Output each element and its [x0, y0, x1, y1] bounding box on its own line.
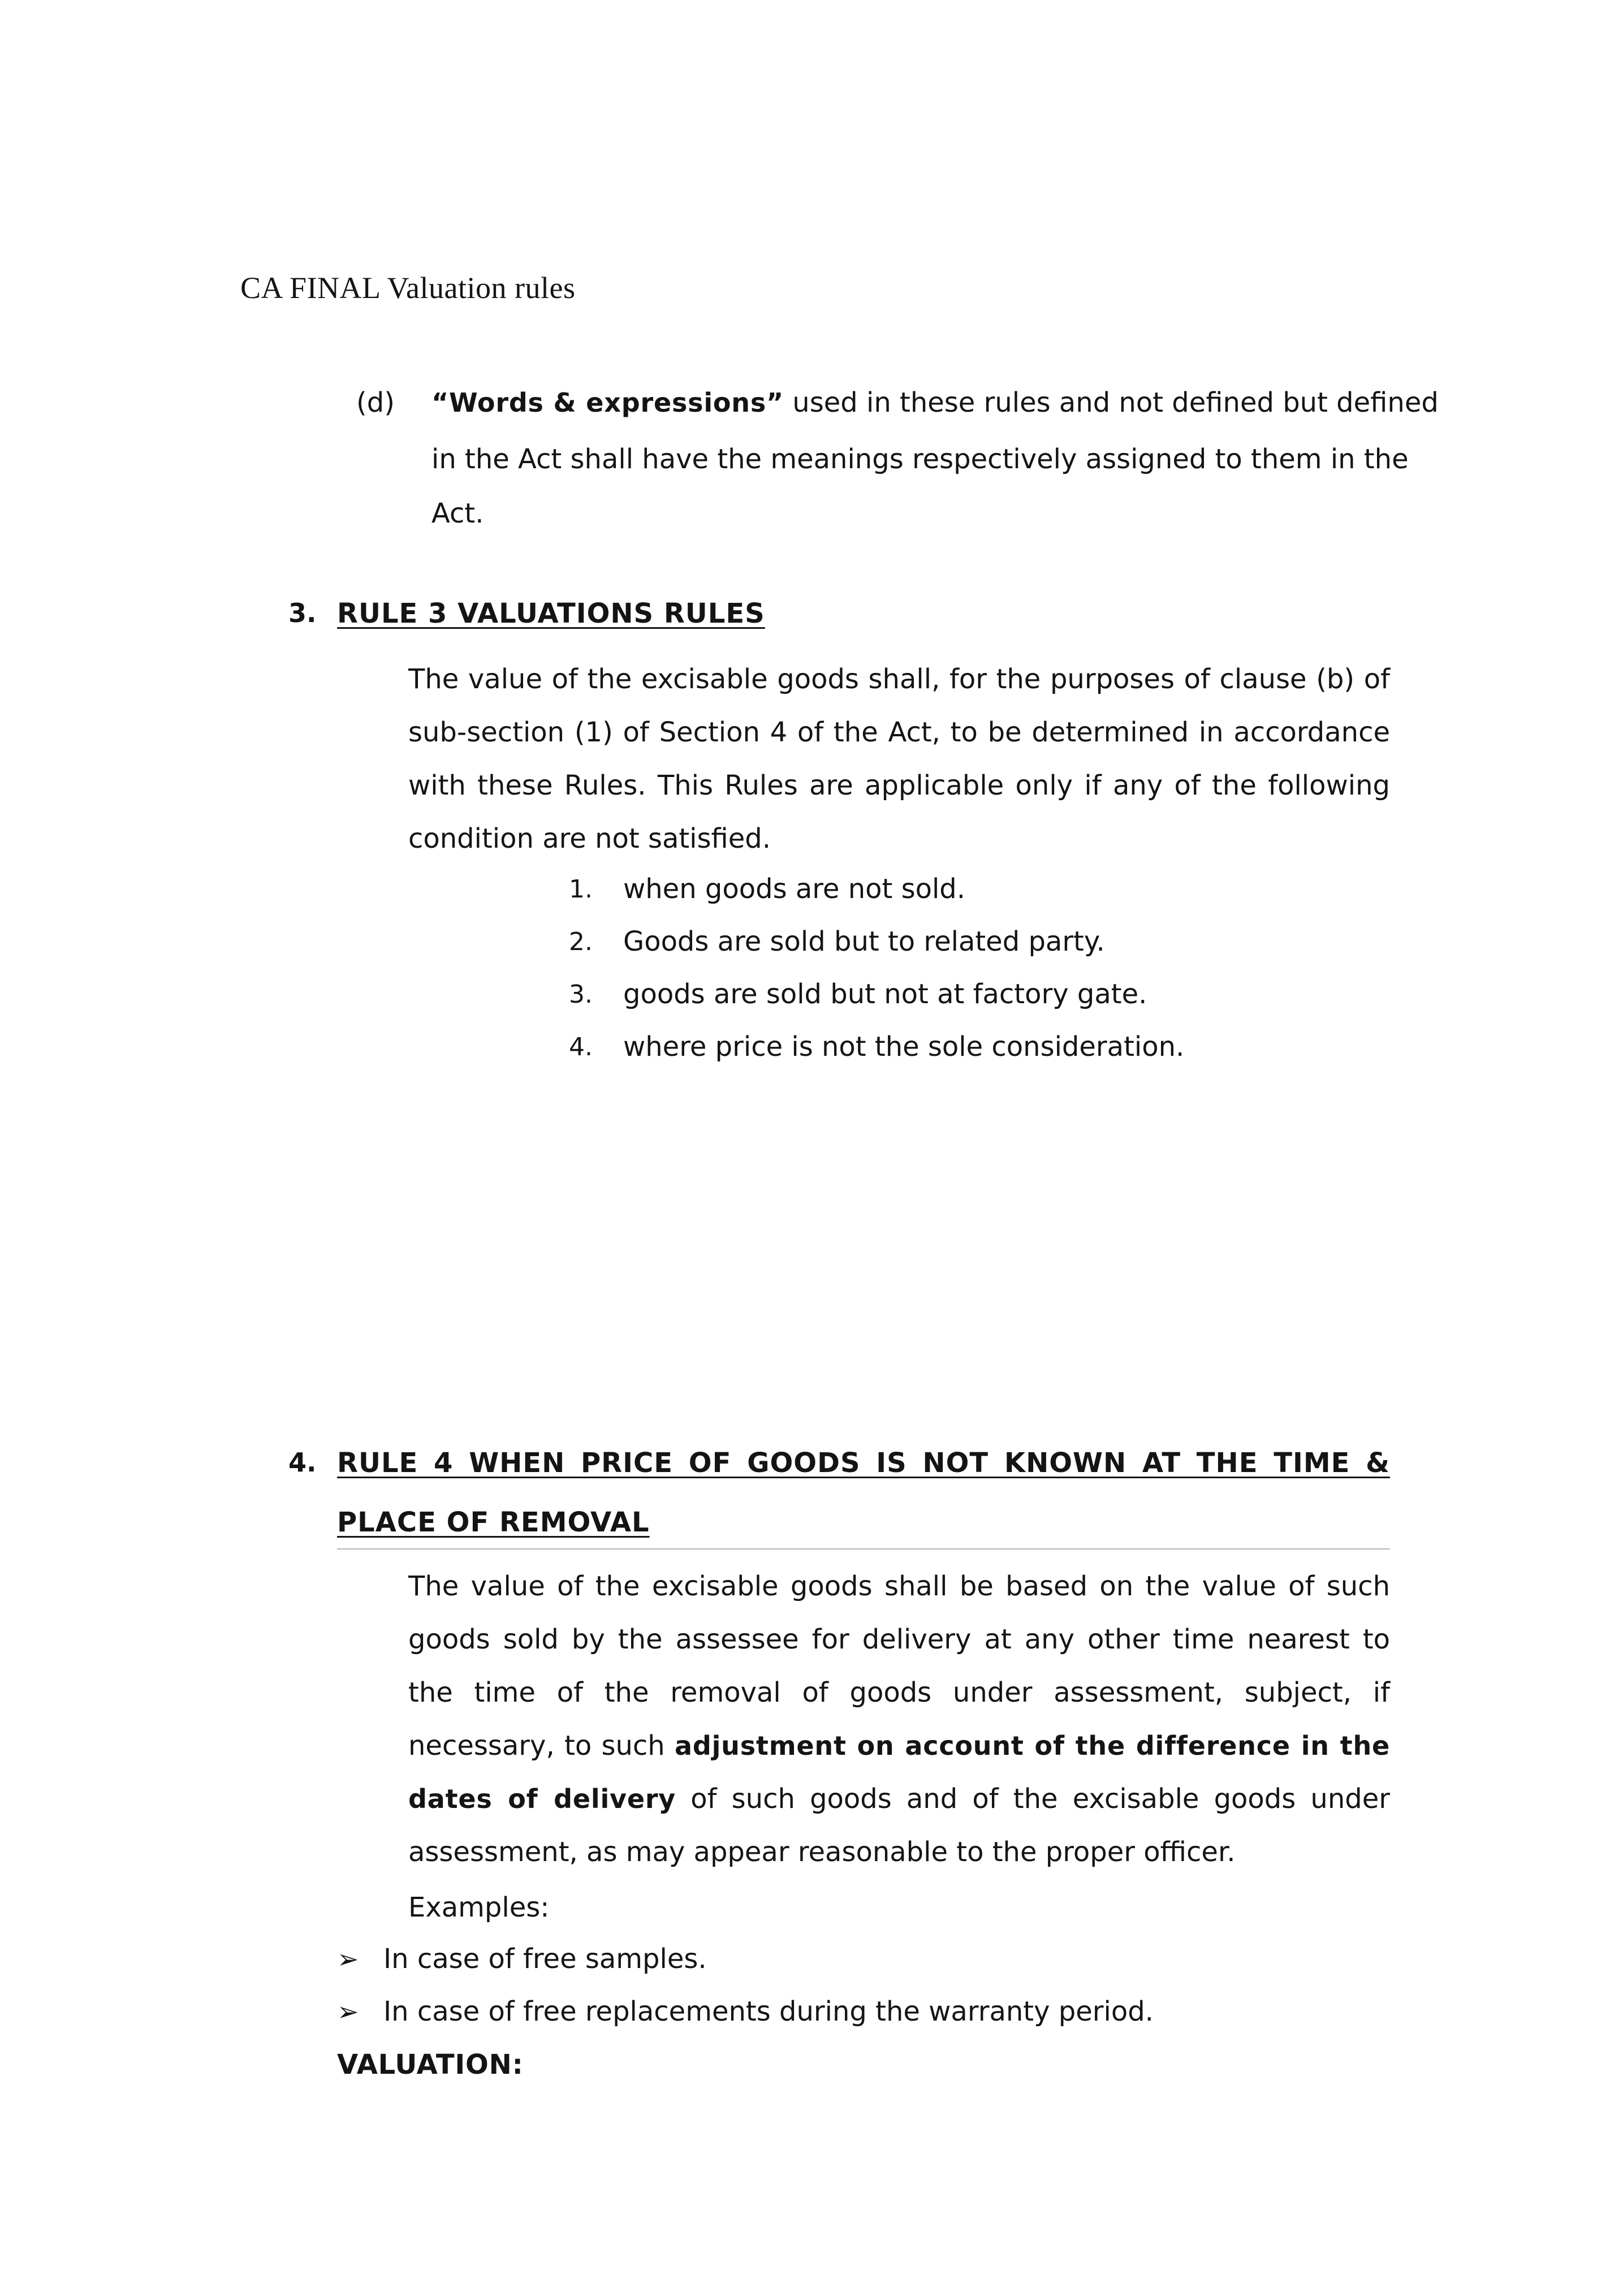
- list-text: when goods are not sold.: [623, 873, 966, 905]
- list-number: 3.: [569, 980, 593, 1009]
- clause-d-line1-rest: used in these rules and not defined but defined: [784, 387, 1439, 418]
- list-item: [569, 1021, 1417, 1073]
- section-4-para-bold: adjustment on account of the difference in the dates of delivery: [408, 1730, 1390, 1814]
- list-number: 2.: [569, 927, 593, 956]
- arrow-bullet-icon: ➢: [337, 1996, 359, 2027]
- list-number: 1.: [569, 875, 593, 904]
- section-4-title-line2: PLACE OF REMOVAL: [337, 1507, 650, 1538]
- valuation-heading: VALUATION:: [337, 2049, 524, 2081]
- conditions-list: [569, 863, 1417, 1073]
- list-text: goods are sold but not at factory gate.: [623, 978, 1147, 1010]
- list-item: [569, 916, 1417, 968]
- section-4-para-part1: The value of the excisable goods shall be based on the value of such goods sold by the assessee for delivery at any other time nearest to the time of the removal of goods under assessment, subject, if necessary, to such: [408, 1570, 1390, 1762]
- clause-d-line3: Act.: [431, 498, 484, 529]
- section-3-number: 3.: [288, 598, 317, 628]
- list-text: where price is not the sole consideration.: [623, 1031, 1185, 1063]
- arrow-bullet-icon: ➢: [337, 1944, 359, 1974]
- section-4-divider: [337, 1548, 1390, 1550]
- list-number: 4.: [569, 1033, 593, 1061]
- section-4-para-part2: of such goods and of the excisable goods under assessment, as may appear reasonable to the proper officer.: [408, 1783, 1390, 1868]
- section-4-number: 4.: [288, 1447, 317, 1478]
- section-4-paragraph: [408, 1560, 1390, 1879]
- list-text: Goods are sold but to related party.: [623, 926, 1105, 957]
- list-item: [337, 1933, 1412, 1986]
- list-item: [569, 968, 1417, 1021]
- list-item: [337, 1986, 1412, 2038]
- section-3-paragraph: The value of the excisable goods shall, for the purposes of clause (b) of sub-section (1) of Section 4 of the Act, to be determined in accordance with these Rules. This Rules are applicable only if any of the following condition are not satisfied.: [408, 663, 1390, 854]
- clause-d-term: “Words & expressions”: [431, 387, 784, 418]
- examples-list: [337, 1933, 1412, 2038]
- list-text: In case of free replacements during the warranty period.: [383, 1996, 1154, 2027]
- clause-d-line1: [431, 376, 1439, 429]
- list-item: [569, 863, 1417, 916]
- clause-d-label: (d): [356, 387, 395, 418]
- section-4-title-line1: RULE 4 WHEN PRICE OF GOODS IS NOT KNOWN AT THE TIME &: [337, 1447, 1390, 1479]
- list-text: In case of free samples.: [383, 1943, 707, 1975]
- examples-label: Examples:: [408, 1892, 550, 1923]
- page-header: CA FINAL Valuation rules: [240, 271, 576, 305]
- section-3-title: RULE 3 VALUATIONS RULES: [337, 598, 765, 629]
- clause-d-line2: in the Act shall have the meanings respectively assigned to them in the: [431, 443, 1409, 475]
